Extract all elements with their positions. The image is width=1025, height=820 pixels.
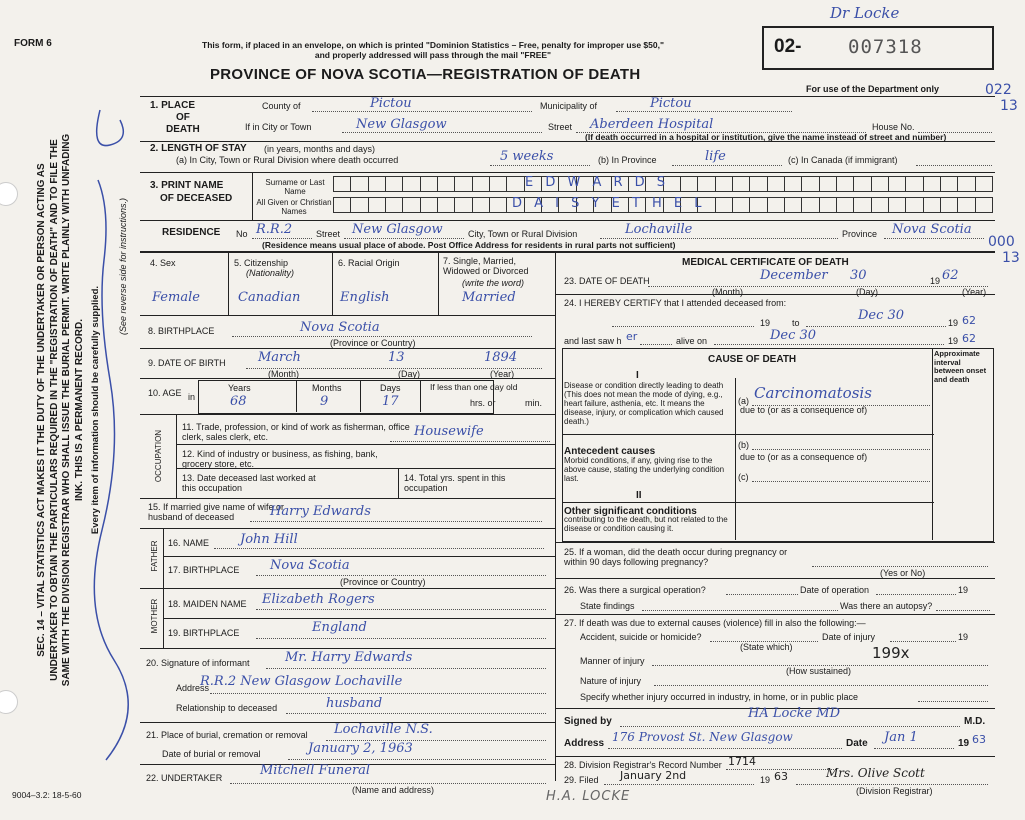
cause-a-label: (a) [738,396,749,406]
father-name-value: John Hill [240,532,298,547]
punch-hole [0,182,18,206]
street-label: Street [548,122,573,132]
burial-date-label: Date of burial or removal [162,749,261,759]
dod-day-sub: (Day) [856,287,878,297]
injury-year-prefix: 19 [958,632,969,642]
citizenship-value: Canadian [238,290,301,305]
residence-province-value: Nova Scotia [892,222,972,237]
birthplace-sub: (Province or Country) [330,338,416,348]
dob-month: March [258,350,301,365]
last-saw-her: er [626,330,638,343]
marital-label: 7. Single, Married, Widowed or Divorced [443,256,529,276]
surname-value: E D W A R D S [525,175,670,190]
registrar-signature: Mrs. Olive Scott [826,766,925,780]
dept-code-3: 000 [988,234,1015,250]
part-1-label: I [636,370,639,381]
q27-label: 27. If death was due to external causes (violence) fill in also the following:— [564,618,866,628]
how-sustained: (How sustained) [786,666,852,676]
racial-value: English [340,290,390,305]
last-saw-label: and last saw h [564,336,622,346]
stay-b-value: life [705,149,726,164]
residence-street-value: New Glasgow [352,222,443,237]
informant-sig-value: Mr. Harry Edwards [285,650,413,665]
other-conditions-label: Other significant conditions [564,506,697,517]
informant-relationship-label: Relationship to deceased [176,703,278,713]
industry-label: 12. Kind of industry or business, as fishing, bank, grocery store, etc. [182,449,378,469]
sex-value: Female [152,290,200,305]
informant-relationship-value: husband [326,696,383,711]
informant-address-value: R.R.2 New Glasgow Lochaville [200,674,403,689]
undertaker-value: Mitchell Funeral [260,763,371,778]
stay-sub: (in years, months and days) [264,144,376,154]
given-value: D A I S Y E T H E L [512,196,706,211]
signer-year: 63 [972,733,986,746]
to-value: Dec 30 [858,308,905,323]
medical-title: MEDICAL CERTIFICATE OF DEATH [682,257,849,268]
alive-year: 62 [962,332,976,345]
q26-year-prefix: 19 [958,585,969,595]
record-number-value: 1714 [728,755,756,768]
signed-by-label: Signed by [564,716,612,727]
spouse-value: Harry Edwards [270,504,371,519]
q26-date-label: Date of operation [800,585,870,595]
residence-no-label: No [236,229,248,239]
residence-street-label: Street [316,229,341,239]
alive-value: Dec 30 [770,328,817,343]
deceased-label-2: OF DECEASED [160,193,233,204]
sex-label: 4. Sex [150,258,176,268]
state-findings-label: State findings [580,601,635,611]
to-year: 62 [962,314,976,327]
date-injury-label: Date of injury [822,632,876,642]
deceased-label: 3. PRINT NAME [150,180,224,191]
spouse-label: 15. If married give name of wife or husband of deceased [148,502,285,522]
due-to-b: due to (or as a consequence of) [740,452,868,462]
sidebar-text: SEC. 14 – VITAL STATISTICS ACT MAKES IT THE DUTY OF THE UNDERTAKER OR PERSON ACTING AS UNDERTAKER TO OBTAIN THE PARTICULARS REQUIRED IN THE "REGISTRATION OF DEATH" AND TO FILE THE SAME WITH THE DIVISION REGISTRAR WHO SHALL ISSUE THE BURIAL PERMIT. WRITE PLAINLY WITH UNFADING INK. THIS IS A PERMANENT RECORD. [36,133,85,687]
marital-sub: (write the word) [462,278,525,288]
burial-place-value: Lochaville N.S. [334,722,433,737]
interval-label: Approximate interval between onset and death [934,349,987,384]
filed-year-prefix: 19 [760,775,771,785]
stay-b-label: (b) In Province [598,155,657,165]
nature-label: Nature of injury [580,676,642,686]
filed-value: January 2nd [620,769,687,782]
other-conditions-sub: contributing to the death, but not related to the disease or condition causing it. [564,515,728,533]
burial-place-label: 21. Place of burial, cremation or removal [146,730,308,740]
county-label: County of [262,101,301,111]
father-side-label: FATHER [150,540,159,572]
q26-label: 26. Was there a surgical operation? [564,585,706,595]
reg-number: 007318 [848,36,923,58]
sidebar-sub1: Every item of information should be carefully supplied. [90,285,101,535]
alive-year-prefix: 19 [948,336,959,346]
father-birthplace-label: 17. BIRTHPLACE [168,565,240,575]
certify-label: 24. I HEREBY CERTIFY that I attended deceased from: [564,298,787,308]
birthplace-value: Nova Scotia [300,320,380,335]
mother-birthplace-label: 19. BIRTHPLACE [168,628,240,638]
street-value: Aberdeen Hospital [590,117,714,132]
antecedent-label: Antecedent causes [564,446,656,457]
place-label: 1. PLACE [150,100,196,111]
dod-month: December [760,268,828,283]
residence-note: (Residence means usual place of abode. Post Office Address for residents in rural parts not sufficient) [262,240,676,250]
dob-label: 9. DATE OF BIRTH [148,358,226,368]
dod-month-sub: (Month) [712,287,744,297]
father-name-label: 16. NAME [168,538,210,548]
mother-name-value: Elizabeth Rogers [262,592,375,607]
signer-address-label: Address [564,738,605,749]
birthplace-label: 8. BIRTHPLACE [148,326,215,336]
informant-sig-label: 20. Signature of informant [146,658,250,668]
accident-label: Accident, suicide or homicide? [580,632,702,642]
antecedent-sub: Morbid conditions, if any, giving rise to the above cause, stating the underlying condition last. [564,456,725,483]
from-year-prefix: 19 [760,318,771,328]
filed-label: 29. Filed [564,775,599,785]
dob-year-sub: (Year) [490,369,515,379]
age-label: 10. AGE [148,388,182,398]
trade-value: Housewife [414,424,484,439]
alive-label: alive on [676,336,708,346]
city-label: If in City or Town [245,122,312,132]
less-than-day-label: If less than one day old [430,382,518,392]
municipality-value: Pictou [650,96,692,111]
registration-number-box [762,26,994,70]
months-label: Months [312,383,342,393]
mail-notice: This form, if placed in an envelope, on which is printed "Dominion Statistics – Free, penalty for improper use $50," and properly addressed will pass through the mail "FREE" [202,40,664,60]
footer-code: 9004–3.2: 18-5-60 [12,790,82,800]
surname-label: Surname or Last Name [265,178,325,196]
footer-stamp: H.A. LOCKE [546,789,631,804]
dept-use-label: For use of the Department only [806,84,940,94]
page-title: PROVINCE OF NOVA SCOTIA—REGISTRATION OF DEATH [210,66,641,83]
to-label: to [792,318,800,328]
dod-year: 62 [942,268,959,283]
given-label: All Given or Christian Names [256,198,332,216]
years-label: Years [228,383,251,393]
stay-c-label: (c) In Canada (if immigrant) [788,155,898,165]
dob-year: 1894 [484,350,518,365]
registrar-sub: (Division Registrar) [856,786,933,796]
top-signature: Dr Locke [830,4,900,22]
stay-a-value: 5 weeks [500,149,554,164]
residence-division-value: Lochaville [625,222,693,237]
city-value: New Glasgow [356,117,447,132]
residence-no-value: R.R.2 [256,222,293,237]
hrs-label: hrs. or [470,398,496,408]
cause-a-value: Carcinomatosis [754,384,872,402]
racial-label: 6. Racial Origin [338,258,400,268]
cause-title: CAUSE OF DEATH [708,354,797,365]
mother-side-label: MOTHER [150,598,159,634]
marital-value: Married [462,290,516,305]
informant-address-label: Address [176,683,210,693]
dept-code-4: 13 [1002,250,1020,266]
mother-birthplace-value: England [312,620,367,635]
form-label: FORM 6 [14,38,52,49]
dept-code-2: 13 [1000,98,1018,114]
last-worked-label: 13. Date deceased last worked at this occupation [182,473,316,493]
cause-b-label: (b) [738,440,749,450]
manner-label: Manner of injury [580,656,645,666]
father-birthplace-sub: (Province or Country) [340,577,426,587]
disease-label: Disease or condition directly leading to death (This does not mean the mode of dying, e.g., heart failure, asthenia, etc. It means the disease, injury, or complication which caused death.) [564,381,724,426]
father-birthplace-value: Nova Scotia [270,558,350,573]
dob-day: 13 [388,350,405,365]
filed-year: 63 [774,770,788,783]
place-death-label: DEATH [166,124,200,135]
dod-year-sub: (Year) [962,287,987,297]
dod-day: 30 [850,268,867,283]
manner-value: 199x [872,644,910,662]
days-value: 17 [382,394,399,409]
punch-hole [0,690,18,714]
house-label: House No. [872,122,915,132]
dob-day-sub: (Day) [398,369,420,379]
days-label: Days [380,383,401,393]
residence-province-label: Province [842,229,878,239]
signer-date-label: Date [846,738,868,749]
burial-date-value: January 2, 1963 [308,741,413,756]
signed-by-value: HA Locke MD [748,706,841,721]
signer-year-prefix: 19 [958,738,970,749]
q25-label: 25. If a woman, did the death occur during pregnancy or within 90 days following pregnancy? [564,547,788,567]
stay-label: 2. LENGTH OF STAY [150,143,247,154]
years-value: 68 [230,394,247,409]
undertaker-label: 22. UNDERTAKER [146,773,223,783]
reg-prefix: 02- [774,36,802,57]
sidebar-sub2: (See reverse side for instructions.) [118,197,128,335]
age-in: in [188,392,196,402]
place-note: (If death occurred in a hospital or institution, give the name instead of street and number) [585,132,947,142]
to-year-prefix: 19 [948,318,959,328]
municipality-label: Municipality of [540,101,598,111]
occupation-side-label: OCCUPATION [154,429,163,483]
dept-code-1: 022 [985,82,1012,98]
record-number-label: 28. Division Registrar's Record Number [564,760,722,770]
county-value: Pictou [370,96,412,111]
residence-division-label: City, Town or Rural Division [468,229,578,239]
autopsy-label: Was there an autopsy? [840,601,933,611]
signer-date-value: Jan 1 [884,730,918,745]
residence-label: RESIDENCE [162,227,221,238]
years-spent-label: 14. Total yrs. spent in this occupation [404,473,506,493]
signer-address-value: 176 Provost St. New Glasgow [612,730,793,744]
mother-name-label: 18. MAIDEN NAME [168,599,247,609]
undertaker-sub: (Name and address) [352,785,435,795]
months-value: 9 [320,394,329,409]
state-which: (State which) [740,642,793,652]
md-label: M.D. [964,716,986,727]
trade-label: 11. Trade, profession, or kind of work as fisherman, office clerk, sales clerk, etc. [182,422,410,442]
due-to-a: due to (or as a consequence of) [740,405,868,415]
min-label: min. [525,398,543,408]
citizenship-sub: (Nationality) [246,268,295,278]
citizenship-label: 5. Citizenship [234,258,289,268]
specify-label: Specify whether injury occurred in industry, in home, or in public place [580,692,858,702]
cause-c-label: (c) [738,472,749,482]
dod-year-prefix: 19 [930,276,941,286]
dob-month-sub: (Month) [268,369,300,379]
place-of-label: OF [176,112,190,123]
part-2-label: II [636,490,642,501]
q25-sub: (Yes or No) [880,568,926,578]
stay-a-label: (a) In City, Town or Rural Division where death occurred [176,155,399,165]
dod-label: 23. DATE OF DEATH [564,276,650,286]
